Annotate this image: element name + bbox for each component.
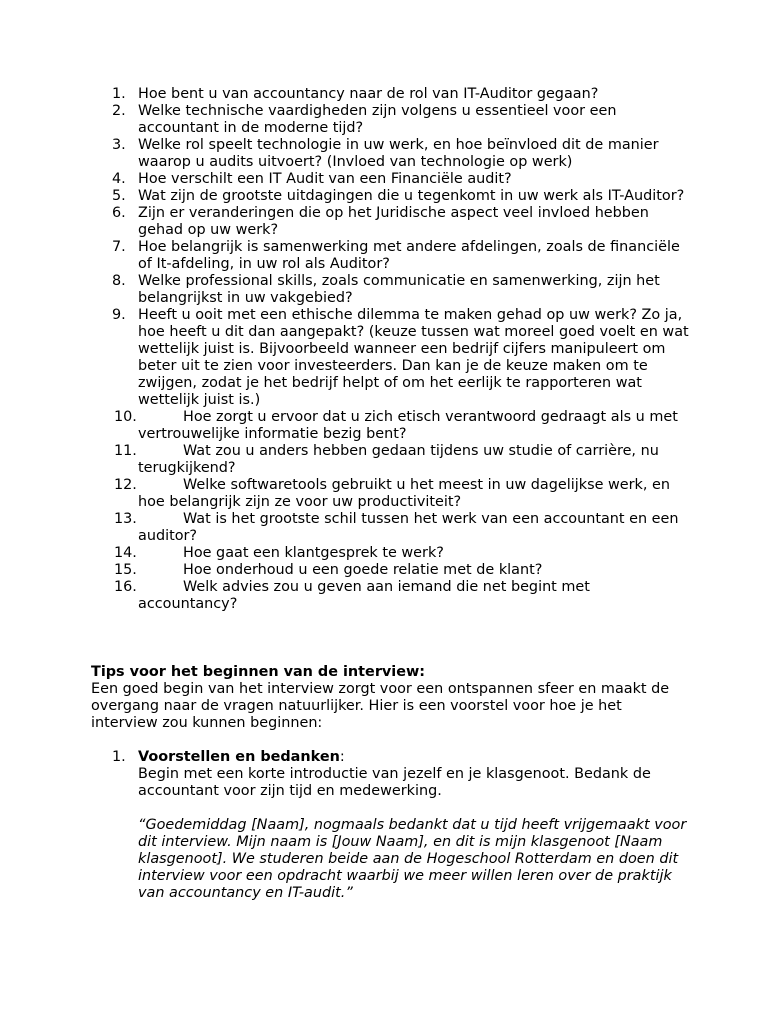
list-number: 14. [114, 545, 137, 561]
question-text: Hoe gaat een klantgesprek te werk? [183, 545, 444, 561]
question-text: Welk advies zou u geven aan iemand die net begint met accountancy? [138, 579, 590, 612]
tips-heading: Tips voor het beginnen van de interview: [91, 664, 426, 680]
question-text: Wat zou u anders hebben gedaan tijdens uw studie of carrière, nu terugkijkend? [138, 443, 659, 476]
question-text: Wat zijn de grootste uitdagingen die u tegenkomt in uw werk als IT-Auditor? [138, 188, 685, 204]
example-quote: “Goedemiddag [Naam], nogmaals bedankt dat u tijd heeft vrijgemaakt voor dit interview. Mijn naam is [Jouw Naam], en dit is mijn klasgenoot [Naam klasgenoot]. We studeren beide aan de Hogeschool Rotterdam en doen dit interview voor een opdracht waarbij we meer willen leren over de praktijk van accountancy en IT-audit.” [138, 817, 687, 901]
list-item [91, 239, 691, 273]
list-item [91, 409, 691, 443]
question-text: Heeft u ooit met een ethische dilemma te maken gehad op uw werk? Zo ja, hoe heeft u dit dan aangepakt? (keuze tussen wat moreel goed voelt en wat wettelijk juist is. Bijvoorbeeld wanneer een bedrijf cijfers manipuleert om beter uit te zien voor investeerders. Dan kan je de keuze maken om te zwijgen, zodat je het bedrijf helpt of om het eerlijk te rapporteren wat wettelijk juist is.) [138, 307, 689, 408]
list-number: 1. [112, 86, 126, 102]
list-item [91, 171, 691, 188]
step-number: 1. [112, 749, 126, 765]
list-item [91, 562, 691, 579]
step-heading [138, 749, 691, 766]
list-item [91, 188, 691, 205]
question-text: Hoe onderhoud u een goede relatie met de klant? [183, 562, 543, 578]
question-text: Wat is het grootste schil tussen het werk van een accountant en een auditor? [138, 511, 679, 544]
step-title-colon: : [339, 749, 345, 765]
question-text: Welke technische vaardigheden zijn volgens u essentieel voor een accountant in de moderne tijd? [138, 103, 617, 136]
question-text: Zijn er veranderingen die op het Juridische aspect veel invloed hebben gehad op uw werk? [138, 205, 649, 238]
list-number: 11. [114, 443, 137, 459]
list-number: 7. [112, 239, 126, 255]
tips-intro: Een goed begin van het interview zorgt voor een ontspannen sfeer en maakt de overgang naar de vragen natuurlijker. Hier is een voorstel voor hoe je het interview zou kunnen beginnen: [91, 681, 670, 731]
list-item [91, 545, 691, 562]
question-list [91, 86, 691, 613]
question-text: Welke softwaretools gebruikt u het meest in uw dagelijkse werk, en hoe belangrijk zijn ze voor uw productiviteit? [138, 477, 670, 510]
question-text: Hoe bent u van accountancy naar de rol van IT-Auditor gegaan? [138, 86, 599, 102]
list-number: 16. [114, 579, 137, 595]
question-text: Welke professional skills, zoals communicatie en samenwerking, zijn het belangrijkst in uw vakgebied? [138, 273, 660, 306]
list-item [91, 273, 691, 307]
list-number: 10. [114, 409, 137, 425]
list-number: 2. [112, 103, 126, 119]
list-number: 9. [112, 307, 126, 323]
list-item [91, 579, 691, 613]
list-item [91, 443, 691, 477]
list-number: 15. [114, 562, 137, 578]
list-number: 4. [112, 171, 126, 187]
list-number: 5. [112, 188, 126, 204]
question-text: Welke rol speelt technologie in uw werk, en hoe beïnvloed dit de manier waarop u audits uitvoert? (Invloed van technologie op werk) [138, 137, 659, 170]
list-number: 3. [112, 137, 126, 153]
question-text: Hoe belangrijk is samenwerking met andere afdelingen, zoals de financiële of It-afdeling, in uw rol als Auditor? [138, 239, 680, 272]
list-number: 13. [114, 511, 137, 527]
step-item [91, 749, 691, 902]
step-title: Voorstellen en bedanken [138, 749, 340, 765]
list-number: 12. [114, 477, 137, 493]
list-item [91, 307, 691, 409]
question-text: Hoe zorgt u ervoor dat u zich etisch verantwoord gedraagt als u met vertrouwelijke informatie bezig bent? [138, 409, 678, 442]
list-item [91, 205, 691, 239]
list-item [91, 511, 691, 545]
list-number: 8. [112, 273, 126, 289]
list-number: 6. [112, 205, 126, 221]
tips-section [91, 664, 691, 902]
step-body: Begin met een korte introductie van jezelf en je klasgenoot. Bedank de accountant voor zijn tijd en medewerking. [138, 766, 651, 799]
list-item [91, 137, 691, 171]
list-item [91, 477, 691, 511]
list-item [91, 86, 691, 103]
document-content [91, 86, 691, 902]
question-text: Hoe verschilt een IT Audit van een Financiële audit? [138, 171, 512, 187]
list-item [91, 103, 691, 137]
